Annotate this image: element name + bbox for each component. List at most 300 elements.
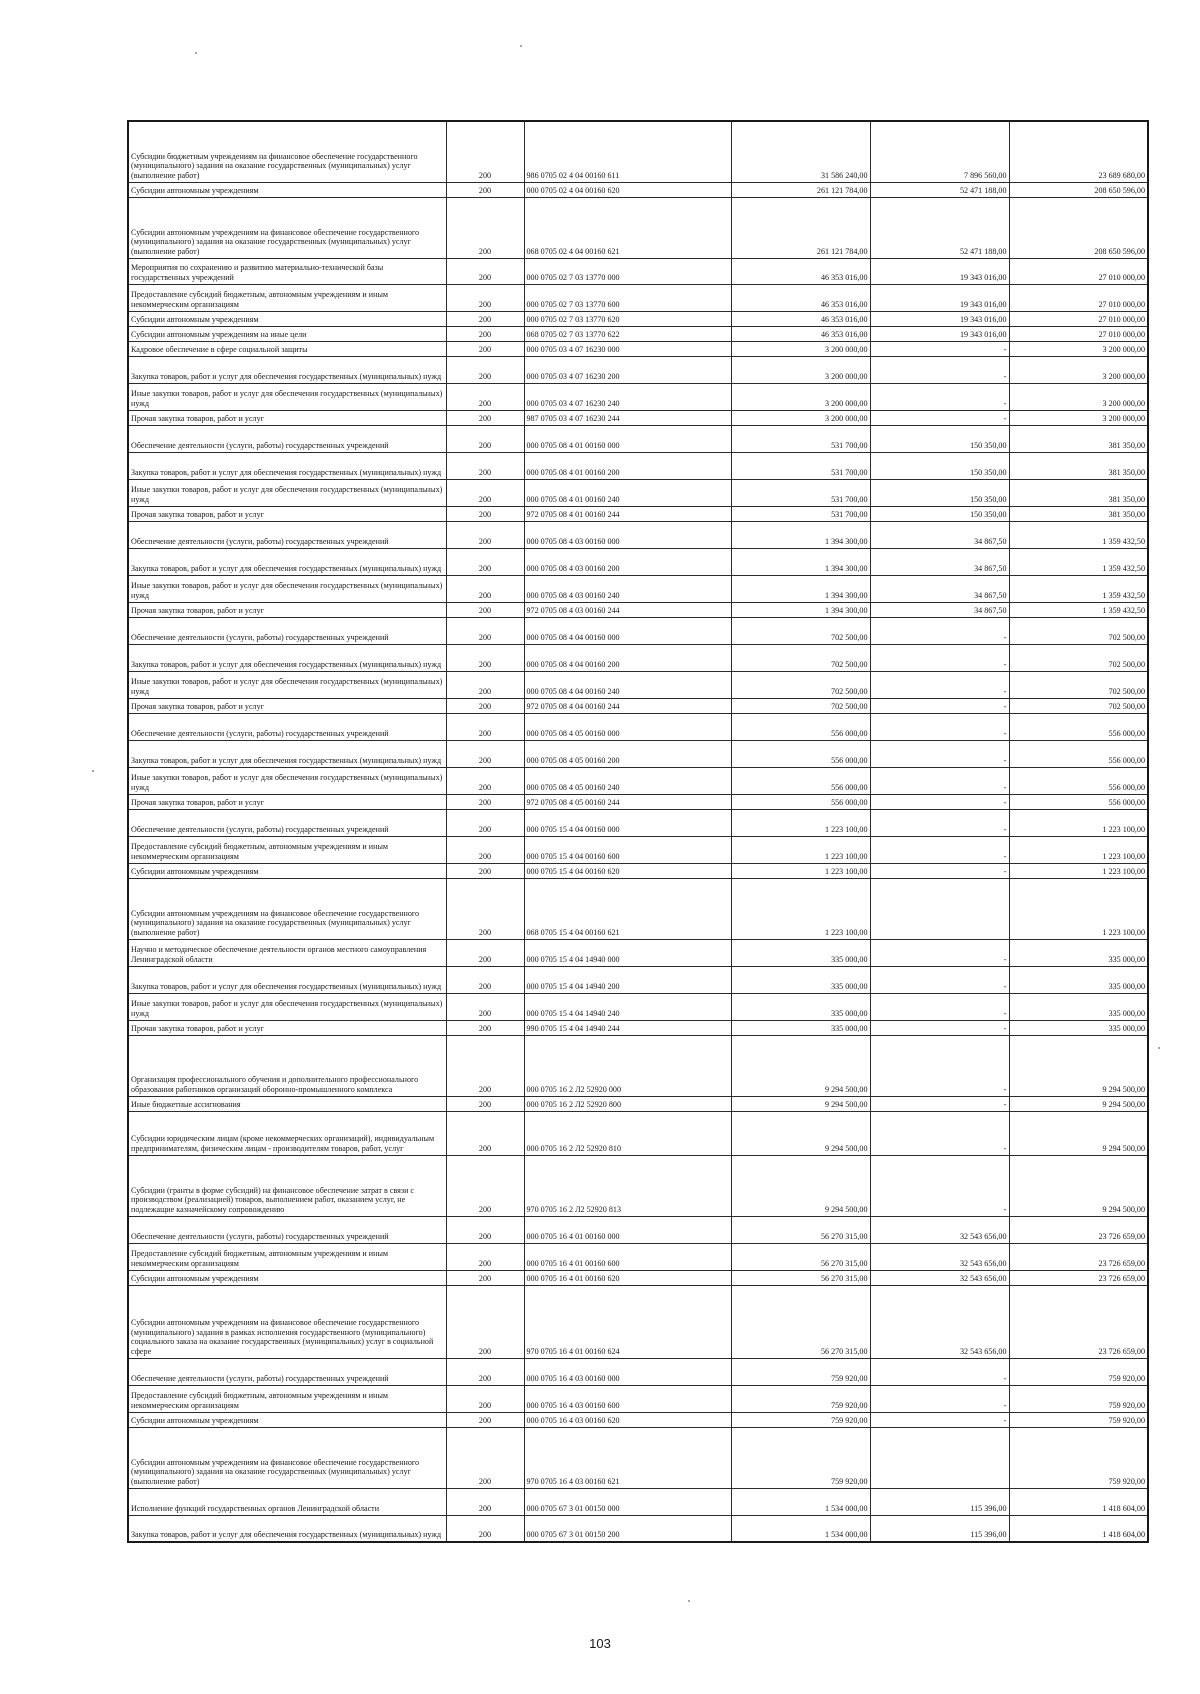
cell-budget-code: 000 0705 15 4 04 00160 600 — [524, 836, 731, 863]
cell-approved: 531 700,00 — [731, 479, 870, 506]
cell-unexecuted: 556 000,00 — [1009, 713, 1148, 740]
cell-approved: 46 353 016,00 — [731, 311, 870, 326]
table-row — [128, 506, 1148, 521]
cell-name: Субсидии автономным учреждениям — [128, 1270, 446, 1285]
cell-executed: - — [870, 698, 1009, 713]
cell-executed: 52 471 188,00 — [870, 182, 1009, 197]
cell-budget-code: 000 0705 16 2 Л2 52920 000 — [524, 1035, 731, 1096]
cell-approved: 46 353 016,00 — [731, 284, 870, 311]
cell-executed: 150 350,00 — [870, 479, 1009, 506]
table-row — [128, 1358, 1148, 1385]
table-row — [128, 121, 1148, 182]
cell-approved: 531 700,00 — [731, 506, 870, 521]
cell-line-code: 200 — [446, 1020, 524, 1035]
table-row — [128, 356, 1148, 383]
cell-unexecuted: 759 920,00 — [1009, 1358, 1148, 1385]
table-row — [128, 809, 1148, 836]
cell-line-code: 200 — [446, 1096, 524, 1111]
cell-unexecuted: 3 200 000,00 — [1009, 356, 1148, 383]
cell-unexecuted: 27 010 000,00 — [1009, 311, 1148, 326]
cell-line-code: 200 — [446, 1035, 524, 1096]
cell-executed: 19 343 016,00 — [870, 326, 1009, 341]
budget-report-sheet — [127, 120, 1147, 1543]
cell-approved: 335 000,00 — [731, 939, 870, 966]
table-row — [128, 410, 1148, 425]
table-row — [128, 1385, 1148, 1412]
cell-executed: - — [870, 767, 1009, 794]
cell-executed: - — [870, 644, 1009, 671]
cell-unexecuted: 1 418 604,00 — [1009, 1515, 1148, 1542]
cell-approved: 3 200 000,00 — [731, 410, 870, 425]
cell-executed: - — [870, 1412, 1009, 1427]
table-row — [128, 197, 1148, 258]
cell-name: Иные закупки товаров, работ и услуг для обеспечения государственных (муниципальных) нужд — [128, 383, 446, 410]
cell-name: Прочая закупка товаров, работ и услуг — [128, 1020, 446, 1035]
cell-unexecuted: 1 223 100,00 — [1009, 809, 1148, 836]
cell-unexecuted: 556 000,00 — [1009, 794, 1148, 809]
cell-unexecuted: 335 000,00 — [1009, 966, 1148, 993]
cell-unexecuted: 23 726 659,00 — [1009, 1270, 1148, 1285]
cell-approved: 9 294 500,00 — [731, 1155, 870, 1216]
table-row — [128, 311, 1148, 326]
cell-approved: 9 294 500,00 — [731, 1111, 870, 1155]
cell-name: Иные закупки товаров, работ и услуг для обеспечения государственных (муниципальных) нужд — [128, 479, 446, 506]
cell-approved: 759 920,00 — [731, 1412, 870, 1427]
cell-unexecuted: 556 000,00 — [1009, 740, 1148, 767]
table-row — [128, 698, 1148, 713]
cell-unexecuted: 1 359 432,50 — [1009, 521, 1148, 548]
cell-budget-code: 000 0705 08 4 04 00160 200 — [524, 644, 731, 671]
cell-budget-code: 000 0705 08 4 03 00160 000 — [524, 521, 731, 548]
cell-line-code: 200 — [446, 740, 524, 767]
cell-name: Закупка товаров, работ и услуг для обеспечения государственных (муниципальных) нужд — [128, 452, 446, 479]
cell-approved: 335 000,00 — [731, 966, 870, 993]
scan-speck — [688, 1600, 690, 1602]
cell-budget-code: 068 0705 02 7 03 13770 622 — [524, 326, 731, 341]
cell-executed: - — [870, 740, 1009, 767]
cell-name: Субсидии автономным учреждениям на финансовое обеспечение государственного (муниципального) задания на оказание государственных (муниципальных) услуг (выполнение работ) — [128, 197, 446, 258]
cell-line-code: 200 — [446, 794, 524, 809]
cell-approved: 9 294 500,00 — [731, 1096, 870, 1111]
table-row — [128, 575, 1148, 602]
cell-unexecuted: 23 726 659,00 — [1009, 1285, 1148, 1358]
budget-execution-table — [127, 120, 1149, 1543]
cell-unexecuted: 1 359 432,50 — [1009, 575, 1148, 602]
cell-executed: 32 543 656,00 — [870, 1216, 1009, 1243]
table-row — [128, 671, 1148, 698]
cell-executed: - — [870, 966, 1009, 993]
table-row — [128, 1111, 1148, 1155]
cell-executed: 150 350,00 — [870, 425, 1009, 452]
cell-budget-code: 000 0705 15 4 04 00160 000 — [524, 809, 731, 836]
cell-budget-code: 000 0705 16 4 03 00160 000 — [524, 1358, 731, 1385]
cell-unexecuted: 381 350,00 — [1009, 425, 1148, 452]
cell-name: Обеспечение деятельности (услуги, работы) государственных учреждений — [128, 521, 446, 548]
cell-budget-code: 000 0705 08 4 04 00160 240 — [524, 671, 731, 698]
cell-budget-code: 000 0705 16 2 Л2 52920 810 — [524, 1111, 731, 1155]
cell-unexecuted: 335 000,00 — [1009, 993, 1148, 1020]
cell-executed: 115 396,00 — [870, 1515, 1009, 1542]
table-row — [128, 182, 1148, 197]
cell-name: Обеспечение деятельности (услуги, работы) государственных учреждений — [128, 617, 446, 644]
cell-name: Научно и методическое обеспечение деятельности органов местного самоуправления Ленинградской области — [128, 939, 446, 966]
table-row — [128, 1488, 1148, 1515]
cell-line-code: 200 — [446, 602, 524, 617]
cell-executed: - — [870, 939, 1009, 966]
cell-unexecuted: 759 920,00 — [1009, 1412, 1148, 1427]
cell-budget-code: 000 0705 08 4 01 00160 000 — [524, 425, 731, 452]
cell-unexecuted: 1 359 432,50 — [1009, 548, 1148, 575]
cell-name: Субсидии автономным учреждениям — [128, 863, 446, 878]
cell-name: Предоставление субсидий бюджетным, автономным учреждениям и иным некоммерческим организациям — [128, 836, 446, 863]
table-row — [128, 425, 1148, 452]
cell-unexecuted: 702 500,00 — [1009, 644, 1148, 671]
cell-approved: 335 000,00 — [731, 1020, 870, 1035]
cell-name: Субсидии автономным учреждениям на финансовое обеспечение государственного (муниципального) задания в рамках исполнения государственного (муниципального) социального заказа на оказание государственных (муниципальных) услуг в социальной сфере — [128, 1285, 446, 1358]
cell-approved: 56 270 315,00 — [731, 1270, 870, 1285]
cell-budget-code: 000 0705 16 4 03 00160 600 — [524, 1385, 731, 1412]
cell-approved: 56 270 315,00 — [731, 1216, 870, 1243]
cell-executed: 19 343 016,00 — [870, 284, 1009, 311]
cell-line-code: 200 — [446, 326, 524, 341]
table-row — [128, 1285, 1148, 1358]
cell-line-code: 200 — [446, 713, 524, 740]
cell-budget-code: 000 0705 02 4 04 00160 620 — [524, 182, 731, 197]
cell-budget-code: 000 0705 15 4 04 14940 200 — [524, 966, 731, 993]
cell-unexecuted: 208 650 596,00 — [1009, 197, 1148, 258]
cell-budget-code: 986 0705 02 4 04 00160 611 — [524, 121, 731, 182]
cell-unexecuted: 702 500,00 — [1009, 617, 1148, 644]
cell-budget-code: 000 0705 16 4 01 00160 000 — [524, 1216, 731, 1243]
table-row — [128, 479, 1148, 506]
table-row — [128, 1270, 1148, 1285]
cell-line-code: 200 — [446, 452, 524, 479]
cell-approved: 261 121 784,00 — [731, 197, 870, 258]
cell-budget-code: 000 0705 08 4 05 00160 200 — [524, 740, 731, 767]
cell-budget-code: 000 0705 67 3 01 00150 000 — [524, 1488, 731, 1515]
cell-line-code: 200 — [446, 767, 524, 794]
cell-approved: 1 223 100,00 — [731, 809, 870, 836]
cell-approved: 556 000,00 — [731, 740, 870, 767]
cell-executed — [870, 878, 1009, 939]
cell-executed: - — [870, 863, 1009, 878]
cell-executed: 34 867,50 — [870, 602, 1009, 617]
cell-budget-code: 000 0705 08 4 01 00160 240 — [524, 479, 731, 506]
cell-line-code: 200 — [446, 479, 524, 506]
cell-line-code: 200 — [446, 671, 524, 698]
cell-unexecuted: 23 726 659,00 — [1009, 1243, 1148, 1270]
table-row — [128, 1515, 1148, 1542]
cell-name: Закупка товаров, работ и услуг для обеспечения государственных (муниципальных) нужд — [128, 356, 446, 383]
cell-name: Прочая закупка товаров, работ и услуг — [128, 506, 446, 521]
cell-unexecuted: 759 920,00 — [1009, 1385, 1148, 1412]
cell-approved: 1 394 300,00 — [731, 521, 870, 548]
table-body — [128, 121, 1148, 1542]
cell-line-code: 200 — [446, 521, 524, 548]
cell-name: Мероприятия по сохранению и развитию материально-технической базы государственных учреждений — [128, 258, 446, 284]
cell-executed: - — [870, 836, 1009, 863]
cell-unexecuted: 556 000,00 — [1009, 767, 1148, 794]
cell-name: Обеспечение деятельности (услуги, работы) государственных учреждений — [128, 1358, 446, 1385]
cell-approved: 1 223 100,00 — [731, 836, 870, 863]
table-row — [128, 794, 1148, 809]
cell-executed: - — [870, 671, 1009, 698]
cell-name: Субсидии юридическим лицам (кроме некоммерческих организаций), индивидуальным предпринимателям, физическим лицам - производителям товаров, работ, услуг — [128, 1111, 446, 1155]
cell-name: Предоставление субсидий бюджетным, автономным учреждениям и иным некоммерческим организациям — [128, 1243, 446, 1270]
table-row — [128, 602, 1148, 617]
table-row — [128, 284, 1148, 311]
cell-name: Закупка товаров, работ и услуг для обеспечения государственных (муниципальных) нужд — [128, 548, 446, 575]
cell-executed: 150 350,00 — [870, 506, 1009, 521]
cell-unexecuted: 208 650 596,00 — [1009, 182, 1148, 197]
cell-line-code: 200 — [446, 1216, 524, 1243]
cell-budget-code: 970 0705 16 4 01 00160 624 — [524, 1285, 731, 1358]
cell-name: Обеспечение деятельности (услуги, работы) государственных учреждений — [128, 713, 446, 740]
scan-speck — [195, 52, 197, 54]
cell-executed: - — [870, 1385, 1009, 1412]
cell-executed: 34 867,50 — [870, 521, 1009, 548]
cell-approved: 1 534 000,00 — [731, 1488, 870, 1515]
table-row — [128, 258, 1148, 284]
cell-budget-code: 000 0705 08 4 03 00160 200 — [524, 548, 731, 575]
cell-budget-code: 972 0705 08 4 04 00160 244 — [524, 698, 731, 713]
cell-name: Предоставление субсидий бюджетным, автономным учреждениям и иным некоммерческим организациям — [128, 1385, 446, 1412]
cell-line-code: 200 — [446, 575, 524, 602]
cell-line-code: 200 — [446, 939, 524, 966]
cell-line-code: 200 — [446, 1155, 524, 1216]
cell-line-code: 200 — [446, 548, 524, 575]
table-row — [128, 767, 1148, 794]
cell-name: Закупка товаров, работ и услуг для обеспечения государственных (муниципальных) нужд — [128, 644, 446, 671]
cell-budget-code: 000 0705 67 3 01 00150 200 — [524, 1515, 731, 1542]
cell-executed: - — [870, 617, 1009, 644]
cell-line-code: 200 — [446, 410, 524, 425]
cell-unexecuted: 1 223 100,00 — [1009, 836, 1148, 863]
cell-approved: 702 500,00 — [731, 644, 870, 671]
cell-executed: - — [870, 1035, 1009, 1096]
cell-name: Субсидии автономным учреждениям на финансовое обеспечение государственного (муниципального) задания на оказание государственных (муниципальных) услуг (выполнение работ) — [128, 878, 446, 939]
cell-approved: 335 000,00 — [731, 993, 870, 1020]
cell-approved: 261 121 784,00 — [731, 182, 870, 197]
cell-approved: 46 353 016,00 — [731, 258, 870, 284]
cell-executed — [870, 1427, 1009, 1488]
cell-unexecuted: 9 294 500,00 — [1009, 1155, 1148, 1216]
table-row — [128, 993, 1148, 1020]
cell-executed: - — [870, 356, 1009, 383]
cell-executed: - — [870, 1358, 1009, 1385]
cell-line-code: 200 — [446, 617, 524, 644]
cell-approved: 3 200 000,00 — [731, 356, 870, 383]
cell-line-code: 200 — [446, 1427, 524, 1488]
cell-executed: 150 350,00 — [870, 452, 1009, 479]
cell-name: Субсидии (гранты в форме субсидий) на финансовое обеспечение затрат в связи с производством (реализацией) товаров, выполнением работ, оказанием услуг, не подлежащие казначейскому сопровождению — [128, 1155, 446, 1216]
cell-name: Субсидии автономным учреждениям — [128, 311, 446, 326]
cell-name: Субсидии автономным учреждениям — [128, 1412, 446, 1427]
cell-line-code: 200 — [446, 1111, 524, 1155]
cell-unexecuted: 23 689 680,00 — [1009, 121, 1148, 182]
table-row — [128, 326, 1148, 341]
cell-executed: - — [870, 1111, 1009, 1155]
cell-name: Кадровое обеспечение в сфере социальной защиты — [128, 341, 446, 356]
cell-budget-code: 000 0705 03 4 07 16230 240 — [524, 383, 731, 410]
cell-name: Иные закупки товаров, работ и услуг для обеспечения государственных (муниципальных) нужд — [128, 671, 446, 698]
cell-unexecuted: 702 500,00 — [1009, 671, 1148, 698]
cell-name: Обеспечение деятельности (услуги, работы) государственных учреждений — [128, 809, 446, 836]
cell-executed: - — [870, 341, 1009, 356]
cell-executed: - — [870, 794, 1009, 809]
cell-line-code: 200 — [446, 425, 524, 452]
cell-line-code: 200 — [446, 878, 524, 939]
cell-name: Иные закупки товаров, работ и услуг для обеспечения государственных (муниципальных) нужд — [128, 575, 446, 602]
cell-executed: - — [870, 383, 1009, 410]
table-row — [128, 939, 1148, 966]
cell-approved: 1 223 100,00 — [731, 878, 870, 939]
cell-budget-code: 000 0705 16 4 01 00160 600 — [524, 1243, 731, 1270]
cell-budget-code: 000 0705 15 4 04 14940 240 — [524, 993, 731, 1020]
cell-executed: - — [870, 713, 1009, 740]
cell-approved: 31 586 240,00 — [731, 121, 870, 182]
cell-unexecuted: 759 920,00 — [1009, 1427, 1148, 1488]
cell-approved: 531 700,00 — [731, 452, 870, 479]
cell-unexecuted: 335 000,00 — [1009, 1020, 1148, 1035]
cell-unexecuted: 3 200 000,00 — [1009, 341, 1148, 356]
cell-line-code: 200 — [446, 809, 524, 836]
cell-approved: 759 920,00 — [731, 1385, 870, 1412]
cell-budget-code: 000 0705 08 4 01 00160 200 — [524, 452, 731, 479]
cell-unexecuted: 381 350,00 — [1009, 452, 1148, 479]
cell-name: Прочая закупка товаров, работ и услуг — [128, 410, 446, 425]
cell-executed: 32 543 656,00 — [870, 1285, 1009, 1358]
cell-name: Иные закупки товаров, работ и услуг для обеспечения государственных (муниципальных) нужд — [128, 993, 446, 1020]
cell-budget-code: 970 0705 16 2 Л2 52920 813 — [524, 1155, 731, 1216]
table-row — [128, 966, 1148, 993]
cell-approved: 3 200 000,00 — [731, 341, 870, 356]
cell-unexecuted: 23 726 659,00 — [1009, 1216, 1148, 1243]
cell-line-code: 200 — [446, 506, 524, 521]
table-row — [128, 452, 1148, 479]
cell-name: Субсидии бюджетным учреждениям на финансовое обеспечение государственного (муниципального) задания на оказание государственных (муниципальных) услуг (выполнение работ) — [128, 121, 446, 182]
table-row — [128, 1427, 1148, 1488]
cell-line-code: 200 — [446, 1412, 524, 1427]
cell-line-code: 200 — [446, 966, 524, 993]
cell-line-code: 200 — [446, 1385, 524, 1412]
cell-unexecuted: 9 294 500,00 — [1009, 1035, 1148, 1096]
cell-line-code: 200 — [446, 311, 524, 326]
table-row — [128, 878, 1148, 939]
page-number: 103 — [589, 1636, 611, 1651]
cell-name: Иные бюджетные ассигнования — [128, 1096, 446, 1111]
cell-budget-code: 000 0705 08 4 05 00160 240 — [524, 767, 731, 794]
table-row — [128, 1243, 1148, 1270]
cell-unexecuted: 27 010 000,00 — [1009, 258, 1148, 284]
cell-budget-code: 000 0705 03 4 07 16230 200 — [524, 356, 731, 383]
cell-unexecuted: 1 359 432,50 — [1009, 602, 1148, 617]
cell-budget-code: 990 0705 15 4 04 14940 244 — [524, 1020, 731, 1035]
cell-approved: 3 200 000,00 — [731, 383, 870, 410]
cell-line-code: 200 — [446, 993, 524, 1020]
cell-line-code: 200 — [446, 1358, 524, 1385]
cell-line-code: 200 — [446, 197, 524, 258]
cell-line-code: 200 — [446, 258, 524, 284]
cell-budget-code: 000 0705 02 7 03 13770 000 — [524, 258, 731, 284]
cell-name: Прочая закупка товаров, работ и услуг — [128, 698, 446, 713]
cell-approved: 556 000,00 — [731, 794, 870, 809]
cell-name: Субсидии автономным учреждениям на иные цели — [128, 326, 446, 341]
cell-executed: - — [870, 809, 1009, 836]
cell-unexecuted: 27 010 000,00 — [1009, 284, 1148, 311]
cell-budget-code: 972 0705 08 4 03 00160 244 — [524, 602, 731, 617]
cell-line-code: 200 — [446, 341, 524, 356]
cell-budget-code: 000 0705 15 4 04 00160 620 — [524, 863, 731, 878]
cell-approved: 1 223 100,00 — [731, 863, 870, 878]
cell-budget-code: 000 0705 08 4 05 00160 000 — [524, 713, 731, 740]
table-row — [128, 548, 1148, 575]
cell-budget-code: 970 0705 16 4 03 00160 621 — [524, 1427, 731, 1488]
cell-unexecuted: 335 000,00 — [1009, 939, 1148, 966]
cell-line-code: 200 — [446, 1243, 524, 1270]
cell-approved: 9 294 500,00 — [731, 1035, 870, 1096]
table-row — [128, 713, 1148, 740]
cell-name: Исполнение функций государственных органов Ленинградской области — [128, 1488, 446, 1515]
cell-budget-code: 000 0705 16 4 03 00160 620 — [524, 1412, 731, 1427]
cell-name: Закупка товаров, работ и услуг для обеспечения государственных (муниципальных) нужд — [128, 740, 446, 767]
cell-name: Прочая закупка товаров, работ и услуг — [128, 794, 446, 809]
cell-name: Субсидии автономным учреждениям на финансовое обеспечение государственного (муниципального) задания на оказание государственных (муниципальных) услуг (выполнение работ) — [128, 1427, 446, 1488]
cell-unexecuted: 1 418 604,00 — [1009, 1488, 1148, 1515]
cell-executed: 52 471 188,00 — [870, 197, 1009, 258]
cell-budget-code: 068 0705 02 4 04 00160 621 — [524, 197, 731, 258]
cell-line-code: 200 — [446, 698, 524, 713]
cell-approved: 702 500,00 — [731, 671, 870, 698]
cell-name: Иные закупки товаров, работ и услуг для обеспечения государственных (муниципальных) нужд — [128, 767, 446, 794]
cell-unexecuted: 1 223 100,00 — [1009, 863, 1148, 878]
cell-name: Закупка товаров, работ и услуг для обеспечения государственных (муниципальных) нужд — [128, 966, 446, 993]
scan-speck — [1158, 1047, 1160, 1049]
table-row — [128, 1020, 1148, 1035]
cell-approved: 702 500,00 — [731, 617, 870, 644]
cell-name: Обеспечение деятельности (услуги, работы) государственных учреждений — [128, 425, 446, 452]
table-row — [128, 1096, 1148, 1111]
cell-approved: 759 920,00 — [731, 1358, 870, 1385]
cell-line-code: 200 — [446, 182, 524, 197]
cell-line-code: 200 — [446, 1285, 524, 1358]
cell-budget-code: 000 0705 15 4 04 14940 000 — [524, 939, 731, 966]
cell-line-code: 200 — [446, 121, 524, 182]
cell-executed: 34 867,50 — [870, 548, 1009, 575]
cell-budget-code: 000 0705 08 4 04 00160 000 — [524, 617, 731, 644]
table-row — [128, 1155, 1148, 1216]
cell-unexecuted: 1 223 100,00 — [1009, 878, 1148, 939]
cell-line-code: 200 — [446, 644, 524, 671]
cell-unexecuted: 27 010 000,00 — [1009, 326, 1148, 341]
cell-approved: 759 920,00 — [731, 1427, 870, 1488]
cell-name: Субсидии автономным учреждениям — [128, 182, 446, 197]
cell-approved: 1 394 300,00 — [731, 575, 870, 602]
cell-executed: 34 867,50 — [870, 575, 1009, 602]
table-row — [128, 1035, 1148, 1096]
cell-executed: - — [870, 1096, 1009, 1111]
cell-line-code: 200 — [446, 836, 524, 863]
cell-approved: 1 394 300,00 — [731, 602, 870, 617]
cell-unexecuted: 9 294 500,00 — [1009, 1111, 1148, 1155]
cell-budget-code: 000 0705 16 2 Л2 52920 800 — [524, 1096, 731, 1111]
table-row — [128, 1216, 1148, 1243]
cell-executed: - — [870, 993, 1009, 1020]
cell-budget-code: 068 0705 15 4 04 00160 621 — [524, 878, 731, 939]
table-row — [128, 617, 1148, 644]
table-row — [128, 383, 1148, 410]
cell-approved: 1 534 000,00 — [731, 1515, 870, 1542]
